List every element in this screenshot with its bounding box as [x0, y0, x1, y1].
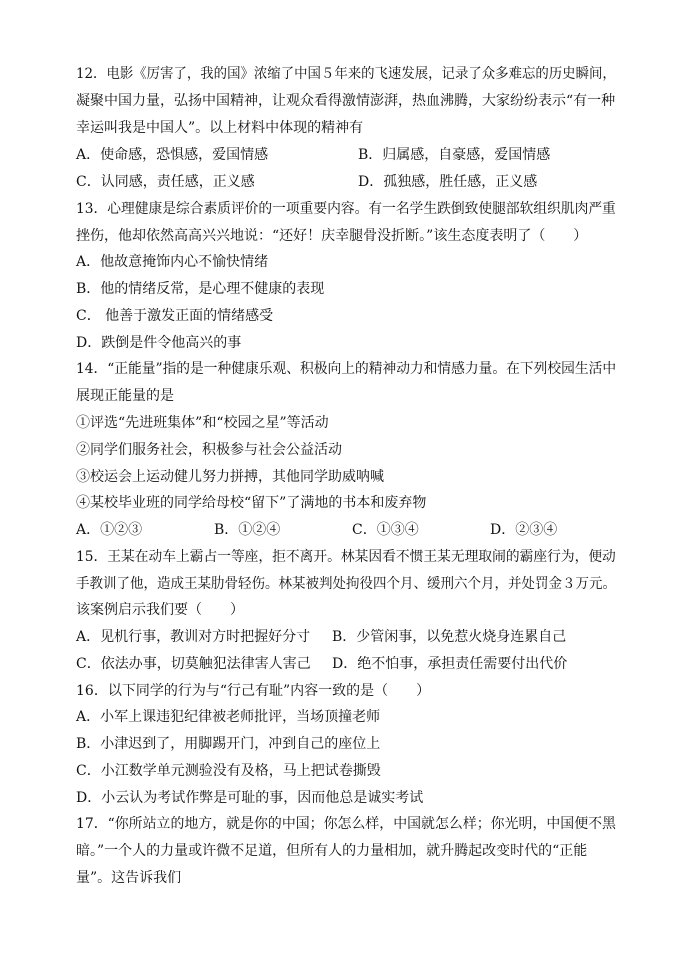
question-15-stem-line-2: 手教训了他，造成王某肋骨轻伤。林某被判处拘役四个月、缓刑六个月，并处罚金３万元。	[76, 576, 617, 592]
question-14-option-a: A．①②③	[76, 522, 143, 538]
question-12-options-row-1	[76, 145, 636, 165]
question-14-stem-line-1: 14．“正能量”指的是一种健康乐观、积极向上的精神动力和情感力量。在下列校园生活中	[76, 361, 617, 377]
question-15-stem-line-1: 15．王某在动车上霸占一等座，拒不离开。林某因看不惯王某无理取闹的霸座行为，便动	[76, 549, 616, 565]
question-16-option-a: A．小军上课违犯纪律被老师批评，当场顶撞老师	[76, 709, 381, 725]
question-12-option-b: B．归属感，自豪感，爱国情感	[358, 147, 551, 163]
question-12-option-c: C．认同感，责任感，正义感	[76, 174, 255, 190]
question-15-options-row-2	[76, 654, 636, 674]
question-14-stem-line-2: 展现正能量的是	[76, 388, 174, 404]
question-14-option-b: B．①②④	[214, 522, 281, 538]
question-17-stem-line-2: 暗。”一个人的力量或许微不足道，但所有人的力量相加，就升腾起改变时代的“正能	[76, 843, 588, 859]
question-16-option-b: B．小津迟到了，用脚踢开门，冲到自己的座位上	[76, 736, 381, 752]
question-13-option-a: A．他故意掩饰内心不愉快情绪	[76, 254, 269, 270]
question-14-item-1: ①评选“先进班集体”和“校园之星”等活动	[76, 415, 329, 431]
question-15-option-d: D．绝不怕事，承担责任需要付出代价	[332, 656, 568, 672]
question-17-stem-line-3: 量”。这告诉我们	[76, 870, 182, 886]
question-12-stem-line-2: 凝聚中国力量，弘扬中国精神，让观众看得激情澎湃，热血沸腾，大家纷纷表示“有一种	[76, 93, 616, 109]
question-14-item-4: ④某校毕业班的同学给母校“留下”了满地的书本和废弃物	[76, 495, 427, 511]
question-12-stem-line-1: 12．电影《厉害了，我的国》浓缩了中国５年来的飞速发展，记录了众多难忘的历史瞬间，	[76, 66, 616, 82]
question-14-option-c: C．①③④	[352, 522, 419, 538]
question-14-options-row	[76, 520, 636, 540]
question-13-stem-line-1: 13．心理健康是综合素质评价的一项重要内容。有一名学生跌倒致使腿部软组织肌肉严重	[76, 201, 616, 217]
question-15-option-c: C．依法办事，切莫触犯法律害人害己	[76, 656, 311, 672]
question-15-stem-line-3: 该案例启示我们要（ ）	[76, 602, 244, 618]
question-12-option-d: D．孤独感，胜任感，正义感	[358, 174, 538, 190]
question-13-stem-line-2: 挫伤，他却依然高高兴兴地说：“还好！庆幸腿骨没折断。”该生态度表明了（ ）	[76, 228, 588, 244]
question-16-option-d: D．小云认为考试作弊是可耻的事，因而他总是诚实考试	[76, 790, 424, 806]
question-14-item-2: ②同学们服务社会，积极参与社会公益活动	[76, 442, 342, 458]
question-12-stem-line-3: 幸运叫我是中国人”。以上材料中体现的精神有	[76, 120, 364, 136]
question-13-option-b: B．他的情绪反常，是心理不健康的表现	[76, 281, 325, 297]
question-14-option-d: D．②③④	[490, 522, 558, 538]
question-15-option-a: A．见机行事，教训对方时把握好分寸	[76, 629, 311, 645]
question-13-option-c: C． 他善于激发正面的情绪感受	[76, 308, 274, 324]
question-12-options-row-2	[76, 172, 636, 192]
question-15-options-row-1	[76, 627, 636, 647]
question-16-option-c: C．小江数学单元测验没有及格，马上把试卷撕毁	[76, 763, 381, 779]
question-15-option-b: B．少管闲事，以免惹火烧身连累自己	[332, 629, 567, 645]
question-16-stem-line-1: 16．以下同学的行为与“行己有耻”内容一致的是（ ）	[76, 683, 431, 699]
question-17-stem-line-1: 17．“你所站立的地方，就是你的中国；你怎么样，中国就怎么样；你光明，中国便不黑	[76, 816, 616, 832]
question-14-item-3: ③校运会上运动健儿努力拼搏，其他同学助威呐喊	[76, 469, 384, 485]
question-12-option-a: A．使命感，恐惧感，爱国情感	[76, 147, 269, 163]
question-13-option-d: D．跌倒是件令他高兴的事	[76, 335, 242, 351]
